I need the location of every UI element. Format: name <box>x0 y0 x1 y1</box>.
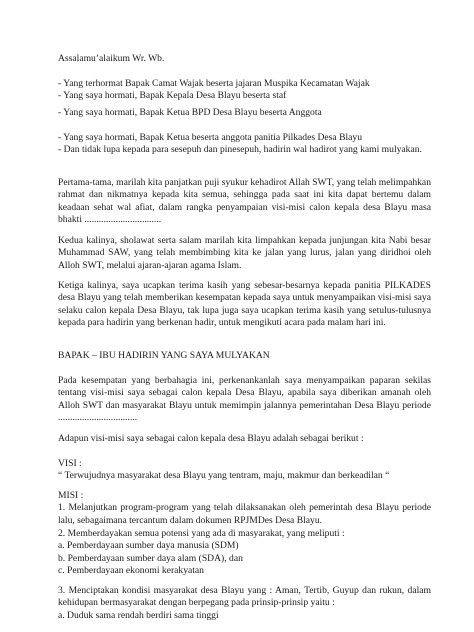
misi-subitem: a. Duduk sama rendah berdiri sama tinggi <box>58 609 219 621</box>
salutation-list-2 <box>58 132 431 157</box>
greeting: Assalamu’alaikum Wr. Wb. <box>58 53 165 64</box>
misi-item-2-section <box>58 528 431 578</box>
misi-subitem: c. Pemberdayaan ekonomi kerakyatan <box>58 565 204 577</box>
misi-item-1: 1. Melanjutkan program-program yang telah dilaksanakan oleh pemerintah desa Blayu periode lalu, sebagaimana tercantum dalam dokumen RPJMDes Desa Blayu. <box>58 502 431 526</box>
paragraph-opening: Pertama-tama, marilah kita panjatkan puji syukur kehadirot Allah SWT, yang telah melimpahkan rahmat dan nikmatnya kepada kita semua, sehingga pada saat ini kita dapat bertemu dalam keadaan sehat wal afiat, dalam rangka penyampaian visi-misi calon kepala desa Blayu masa bhakti ................................ <box>58 177 431 226</box>
salutation-line: - Yang saya hormati, Bapak Ketua beserta anggota panitia Pilkades Desa Blayu <box>58 132 362 143</box>
misi-subitem: b. Pemberdayaan sumber daya alam (SDA), dan <box>58 552 243 564</box>
section-heading: BAPAK – IBU HADIRIN YANG SAYA MULYAKAN <box>58 350 270 361</box>
misi-item-3-section <box>58 585 431 622</box>
visi-section <box>58 458 431 483</box>
salutation-line: - Yang saya hormati, Bapak Kepala Desa Blayu beserta staf <box>58 90 287 102</box>
salutation-list-1 <box>58 78 431 103</box>
visi-text: “ Terwujudnya masyarakat desa Blayu yang tentram, maju, makmur dan berkeadilan “ <box>58 470 390 482</box>
paragraph-thanks: Ketiga kalinya, saya ucapkan terima kasih yang sebesar-besarnya kepada panitia PILKADES desa Blayu yang telah memberikan kesempatan kepada saya untuk menyampaikan visi-misi saya selaku calon kepala Desa Blayu, tak lupa juga saya ucapkan terima kasih yang setulus-tulusnya kepada para hadirin yang berkenan hadir, untuk mengikuti acara pada malam hari ini. <box>58 280 431 329</box>
paragraph-introduction: Pada kesempatan yang berbahagia ini, perkenankanlah saya menyampaikan paparan sekilas tentang visi-misi saya sebagai calon kepala Desa Blayu, apabila saya diberikan amanah oleh Alloh SWT dan masyarakat Blayu untuk memimpin jalannya pemerintahan Desa Blayu periode ................................. <box>58 375 431 424</box>
salutation-line: - Dan tidak lupa kepada para sesepuh dan pinesepuh, hadirin wal hadirot yang kami mulyakan. <box>58 144 422 156</box>
paragraph-visi-misi-intro: Adapun visi-misi saya sebagai calon kepala desa Blayu adalah sebagai berikut : <box>58 433 364 444</box>
misi-subitem: a. Pemberdayaan sumber daya manusia (SDM) <box>58 540 239 552</box>
salutation-line: - Yang terhormat Bapak Camat Wajak beserta jajaran Muspika Kecamatan Wajak <box>58 78 370 89</box>
misi-section <box>58 490 431 527</box>
salutation-bpd: - Yang saya hormati, Bapak Ketua BPD Desa Blayu beserta Anggota <box>58 107 322 118</box>
misi-item-2: 2. Memberdayakan semua potensi yang ada di masyarakat, yang meliputi : <box>58 528 345 539</box>
misi-item-3: 3. Menciptakan kondisi masyarakat desa Blayu yang : Aman, Tertib, Guyup dan rukun, dalam kehidupan bermasyarakat dengan berpegang pada prinsip-prinsip yaitu : <box>58 585 431 609</box>
visi-label: VISI : <box>58 458 82 469</box>
misi-label: MISI : <box>58 490 84 501</box>
paragraph-sholawat: Kedua kalinya, sholawat serta salam marilah kita limpahkan kepada junjungan kita Nabi besar Muhammad SAW, yang telah membimbing kita ke jalan yang lurus, jalan yang diridhoi oleh Alloh SWT, melalui ajaran-ajaran agama Islam. <box>58 235 431 271</box>
